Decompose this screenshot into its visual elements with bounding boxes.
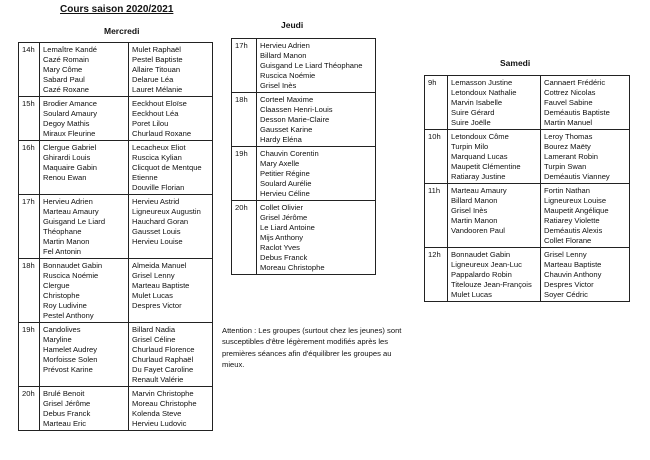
slot-time: 16h [19,141,40,195]
participant-name: Pappalardo Robin [451,270,512,279]
participant-name: Ruscica Kylian [132,153,182,162]
participant-name: Hamelet Audrey [43,345,98,354]
schedule-table-jeudi [231,38,376,275]
participant-name: Sabard Paul [43,75,85,84]
participant-name: Marvin Isabelle [451,98,503,107]
slot-time: 14h [19,43,40,97]
participant-name: Collet Olivier [260,203,304,212]
slot-names [257,93,376,147]
participant-name: Chauvin Corentin [260,149,319,158]
participant-name: Renault Valérie [132,375,184,384]
participant-name: Marquand Lucas [451,152,508,161]
participant-name: Hervieu Louise [132,237,183,246]
participant-name: Deméautis Baptiste [544,108,610,117]
slot-row [19,97,213,141]
participant-name: Lemasson Justine [451,78,513,87]
slot-names-col2 [541,248,630,302]
slot-row [19,323,213,387]
participant-name: Lauret Mélanie [132,85,183,94]
participant-name: Soulard Aurélie [260,179,312,188]
participant-name: Clergue [43,281,70,290]
participant-name: Etienne [132,173,158,182]
day-heading-mercredi: Mercredi [104,26,140,36]
participant-name: Martin Manon [451,216,498,225]
participant-name: Candolives [43,325,81,334]
participant-name: Christophe [43,291,80,300]
slot-names-col1 [448,130,541,184]
slot-time: 18h [19,259,40,323]
slot-row [425,130,630,184]
participant-name: Grisel Lenny [132,271,175,280]
participant-name: Grisel Céline [132,335,176,344]
slot-time: 10h [425,130,448,184]
participant-name: Bourez Maëty [544,142,591,151]
participant-name: Billard Nadia [132,325,176,334]
participant-name: Grisel Inès [451,206,488,215]
participant-name: Gausset Louis [132,227,181,236]
participant-name: Ligneureux Jean-Luc [451,260,522,269]
participant-name: Cottrez Nicolas [544,88,596,97]
slot-time: 20h [232,201,257,275]
participant-name: Fortin Nathan [544,186,591,195]
participant-name: Moreau Christophe [260,263,325,272]
participant-name: Ruscica Noémie [43,271,99,280]
slot-names-col2 [129,387,213,431]
slot-names-col2 [129,97,213,141]
participant-name: Cazé Romain [43,55,90,64]
slot-names-col1 [448,248,541,302]
participant-name: Churlaud Raphaël [132,355,194,364]
slot-time: 15h [19,97,40,141]
participant-name: Grisel Jérôme [43,399,91,408]
slot-row [19,259,213,323]
participant-name: Ruscica Noémie [260,71,316,80]
participant-name: Collet Florane [544,236,592,245]
participant-name: Mary Axelle [260,159,300,168]
participant-name: Renou Ewan [43,173,87,182]
participant-name: Letondoux Nathalie [451,88,517,97]
participant-name: Corteel Maxime [260,95,314,104]
participant-name: Grisel Jérôme [260,213,308,222]
participant-name: Chauvin Anthony [544,270,602,279]
participant-name: Mijs Anthony [260,233,304,242]
slot-row [425,76,630,130]
participant-name: Letondoux Côme [451,132,509,141]
participant-name: Moreau Christophe [132,399,197,408]
participant-name: Brodier Amance [43,99,98,108]
participant-name: Lecacheux Eliot [132,143,186,152]
participant-name: Hervieu Céline [260,189,310,198]
participant-name: Turpin Swan [544,162,587,171]
participant-name: Marteau Amaury [43,207,99,216]
participant-name: Prévost Karine [43,365,93,374]
slot-names-col1 [40,195,129,259]
participant-name: Despres Victor [132,301,182,310]
participant-name: Guisgand Le Liard [43,217,106,226]
slot-time: 11h [425,184,448,248]
participant-name: Titelouze Jean-François [451,280,532,289]
participant-name: Martin Manuel [544,118,593,127]
participant-name: Mulet Lucas [451,290,492,299]
slot-names [257,39,376,93]
participant-name: Mulet Raphaël [132,45,181,54]
participant-name: Fauvel Sabine [544,98,593,107]
participant-name: Hervieu Ludovic [132,419,187,428]
participant-name: Pestel Baptiste [132,55,183,64]
participant-name: Cazé Roxane [43,85,90,94]
participant-name: Degoy Mathis [43,119,90,128]
participant-name: Gausset Karine [260,125,313,134]
participant-name: Mulet Lucas [132,291,173,300]
slot-row [425,248,630,302]
participant-name: Fel Antonin [43,247,81,256]
participant-name: Delarue Léa [132,75,174,84]
participant-name: Desson Marie-Claire [260,115,330,124]
participant-name: Hauchard Goran [132,217,189,226]
participant-name: Suire Gérard [451,108,495,117]
participant-name: Bonnaudet Gabin [43,261,103,270]
participant-name: Lamerant Robin [544,152,599,161]
slot-row [19,43,213,97]
slot-row [232,147,376,201]
slot-time: 17h [232,39,257,93]
participant-name: Ghirardi Louis [43,153,91,162]
slot-row [19,141,213,195]
slot-names-col2 [129,323,213,387]
slot-names-col1 [40,387,129,431]
schedule-table-samedi [424,75,630,302]
participant-name: Grisel Inès [260,81,297,90]
slot-row [19,387,213,431]
slot-time: 19h [19,323,40,387]
day-heading-jeudi: Jeudi [281,20,304,30]
slot-names [257,201,376,275]
participant-name: Churlaud Florence [132,345,195,354]
participant-name: Deméautis Vianney [544,172,610,181]
participant-name: Hervieu Astrid [132,197,180,206]
participant-name: Almeida Manuel [132,261,187,270]
slot-names-col1 [40,259,129,323]
participant-name: Ligneureux Louise [544,196,607,205]
participant-name: Billard Manon [260,51,307,60]
participant-name: Du Fayet Caroline [132,365,194,374]
participant-name: Allaire Titouan [132,65,181,74]
participant-name: Eeckhout Eloïse [132,99,187,108]
participant-name: Marteau Amaury [451,186,507,195]
page-title: Cours saison 2020/2021 [60,4,174,15]
slot-names-col2 [541,184,630,248]
participant-name: Cannaert Frédéric [544,78,606,87]
participant-name: Ligneureux Augustin [132,207,201,216]
participant-name: Ratiaray Justine [451,172,506,181]
participant-name: Turpin Milo [451,142,489,151]
participant-name: Claassen Henri-Louis [260,105,333,114]
slot-names-col1 [40,97,129,141]
participant-name: Douville Florian [132,183,185,192]
slot-names-col2 [129,259,213,323]
slot-names-col1 [448,76,541,130]
slot-names-col2 [129,195,213,259]
slot-names-col1 [40,323,129,387]
slot-time: 12h [425,248,448,302]
participant-name: Marteau Eric [43,419,87,428]
participant-name: Clicquot de Mentque [132,163,202,172]
participant-name: Poret Lilou [132,119,169,128]
slot-row [425,184,630,248]
participant-name: Marteau Baptiste [132,281,190,290]
participant-name: Billard Manon [451,196,498,205]
participant-name: Pestel Anthony [43,311,94,320]
participant-name: Théophane [43,227,82,236]
participant-name: Bonnaudet Gabin [451,250,511,259]
participant-name: Vandooren Paul [451,226,505,235]
participant-name: Debus Franck [43,409,91,418]
participant-name: Raclot Yves [260,243,300,252]
participant-name: Hervieu Adrien [260,41,310,50]
participant-name: Kolenda Steve [132,409,182,418]
slot-names-col1 [448,184,541,248]
slot-row [232,39,376,93]
participant-name: Roy Ludivine [43,301,87,310]
slot-names-col1 [40,141,129,195]
slot-names-col2 [541,130,630,184]
participant-name: Martin Manon [43,237,90,246]
slot-row [232,201,376,275]
attention-note: Attention : Les groupes (surtout chez les jeunes) sont susceptibles d'être légèrement modifiés après les premières séances afin d'équilibrer les groupes au mieux. [222,326,402,369]
slot-names-col2 [129,141,213,195]
slot-names-col2 [129,43,213,97]
participant-name: Deméautis Alexis [544,226,603,235]
slot-time: 9h [425,76,448,130]
participant-name: Maquaire Gabin [43,163,98,172]
slot-row [232,93,376,147]
participant-name: Maryline [43,335,72,344]
participant-name: Debus Franck [260,253,308,262]
participant-name: Suire Joëlle [451,118,491,127]
participant-name: Maupetit Clémentine [451,162,521,171]
slot-names [257,147,376,201]
participant-name: Morfoisse Solen [43,355,98,364]
participant-name: Soulard Amaury [43,109,98,118]
participant-name: Marteau Baptiste [544,260,602,269]
participant-name: Guisgand Le Liard Théophane [260,61,363,70]
slot-names-col1 [40,43,129,97]
slot-time: 18h [232,93,257,147]
participant-name: Petitier Régine [260,169,310,178]
participant-name: Brulé Benoit [43,389,85,398]
participant-name: Maupetit Angélique [544,206,609,215]
participant-name: Miraux Fleurine [43,129,96,138]
participant-name: Grisel Lenny [544,250,587,259]
slot-time: 17h [19,195,40,259]
participant-name: Soyer Cédric [544,290,588,299]
slot-time: 20h [19,387,40,431]
schedule-table-mercredi [18,42,213,431]
slot-time: 19h [232,147,257,201]
participant-name: Ratiarey Violette [544,216,600,225]
participant-name: Clergue Gabriel [43,143,97,152]
participant-name: Eeckhout Léa [132,109,179,118]
participant-name: Marvin Christophe [132,389,194,398]
participant-name: Mary Côme [43,65,83,74]
participant-name: Leroy Thomas [544,132,593,141]
slot-names-col2 [541,76,630,130]
participant-name: Le Liard Antoine [260,223,315,232]
participant-name: Hardy Eléna [260,135,302,144]
participant-name: Hervieu Adrien [43,197,93,206]
participant-name: Churlaud Roxane [132,129,192,138]
slot-row [19,195,213,259]
participant-name: Lemaître Kandé [43,45,98,54]
participant-name: Despres Victor [544,280,594,289]
day-heading-samedi: Samedi [500,58,531,68]
